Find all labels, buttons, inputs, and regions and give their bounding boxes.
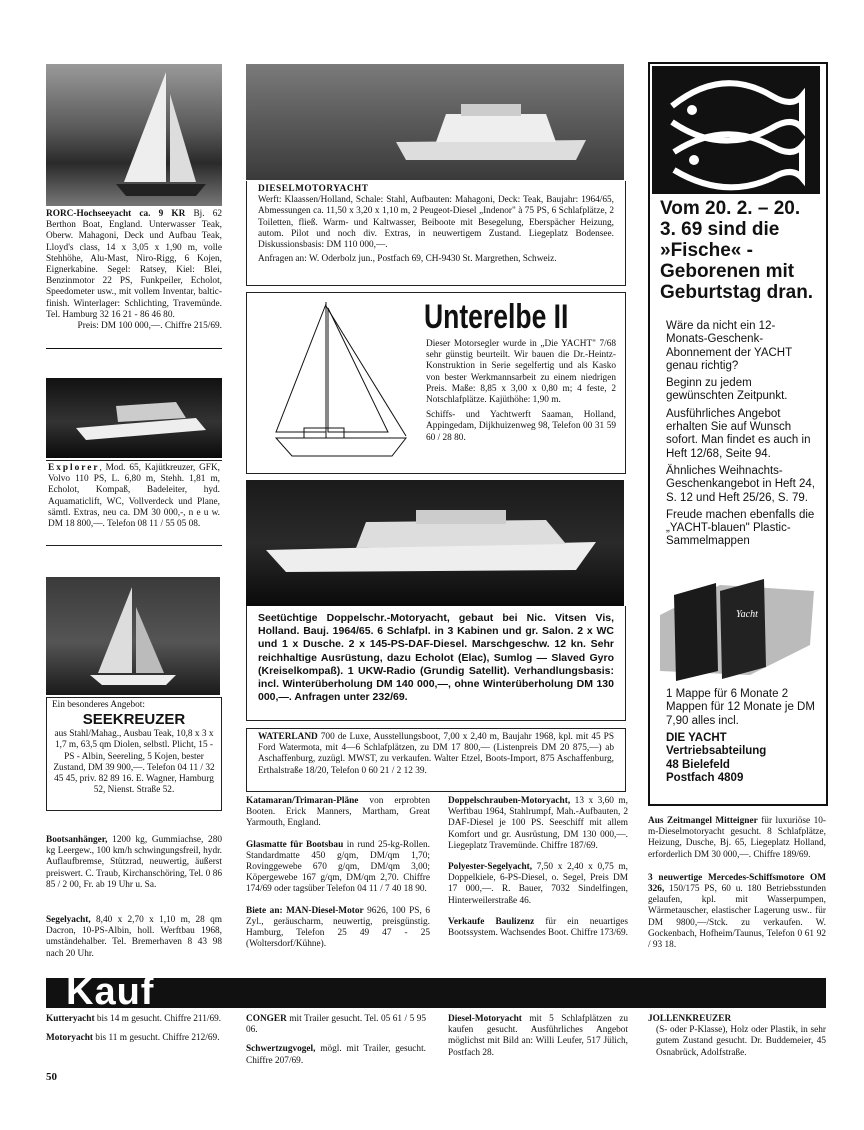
classified-ad [46,1033,222,1044]
ad-explorer [48,463,220,530]
classified-ad [648,816,826,861]
ad-body: 7,50 x 2,40 x 0,75 m, Doppelkiele, 6-PS-Diesel, o. Segel, Preis DM 17 000,—. R. Bauer, 7032 Sindelfingen, Hinterweilerstraße 46. [448,862,628,906]
address-line: Vertriebsabteilung [666,745,767,758]
yacht-p5: Freude machen ebenfalls die „YACHT-blauen" Plastic-Sammelmappen [666,508,815,548]
ad-body: 1200 kg, Gummiachse, 280 kg Leergew., 100 km/h schwingungsfreil, hydr. Auflaufbremse, Stützrad, neuwertig, äußerst preiswert. C. Traub, Kirchanschöring, Tel. 0 86 85 / 2 00, Fr. ab 19 Uhr u. Sa. [46,835,222,890]
address-line: DIE YACHT [666,732,727,744]
kauf-label: Kauf [66,971,155,1013]
binder-illustration [660,575,814,683]
ad-contact: Anfragen an: W. Oderbolz jun., Postfach 69, CH-9430 St. Margrethen, Schweiz. [258,254,557,265]
ad-title: Verkaufe Baulizenz [448,916,535,927]
ad-body: mit 5 Schlafplätzen zu kaufen gesucht. Ausführliches Angebot möglichst mit Bild an: Willi Leufer, 517 Jülich, Postfach 28. [448,1014,628,1058]
ad-body: , Mod. 65, Kajütkreuzer, GFK, Volvo 110 PS, L. 6,80 m, Stehh. 1,81 m, Echolot, Kompaß, Badeleiter, hyd. Aquamaticlift, WC, Vollverdeck und Plane, sämtl. Extras, neu ca. DM 30 000,-, n e u w. DM 18 800,—. Telefon 08 11 / 55 05 08. [48,463,220,530]
ad-unterelbe [426,339,616,444]
page-number: 50 [46,1071,57,1083]
ad-body: Werft: Klaassen/Holland, Schale: Stahl, Aufbauten: Mahagoni, Deck: Teak, Baujahr: 1964/65, Abmessungen ca. 11,50 x 3,20 x 1,10 m, 2 Peugeot-Diesel „Indenor" à 75 PS, 6 Schlafplätze, 2 Toiletten, fließ. Warm- und Kaltwasser, Beiboote mit Besegelung, Eberspächer Heizung, autom. Pilot und noch div. Extras, in neuwertigem Zustand. Liegeplatz Bodensee. Diskussionsbasis: DM 110 000,—. [258,195,614,251]
ad-body: in rund 25-kg-Rollen. Standardmatte 450 g/qm, DM/qm 1,70; Rovinggewebe 670 g/qm, DM/qm 3,00; Köpergewebe 167 g/qm, DM/qm 2,70. Chiffre 174/69 oder tagsüber Telefon 04 11 / 7 40 18 90. [246,839,430,895]
photo-seetuechtig [246,480,624,606]
yacht-address [666,732,816,785]
ad-dieselmotoryacht [258,184,614,265]
ad-body: 700 de Luxe, Ausstellungsboot, 7,00 x 2,40 m, Baujahr 1968, kpl. mit 45 PS Ford Watermota, mit 4—6 Schlafplätzen, zu DM 17 800,— (Listenpreis DM 20 875,—) ab Aschaffenburg, zuzügl. MWST, zu verkaufen. Walter Etzel, Boots-Import, 875 Aschaffenburg, Erthalstraße 18/20, Telefon 0 60 21 / 2 12 39. [258,732,614,776]
ad-title: RORC-Hochseeyacht ca. 9 KR [46,209,186,219]
classified-ad [246,906,430,951]
ad-title: Diesel-Motoryacht [448,1014,522,1024]
ad-body: Dieser Motorsegler wurde in „Die YACHT" 7/68 sehr günstig beurteilt. Wir bauen die Dr.-Heintz-Konstruktion in Serie segelfertig und als Kasko von bester Werkmannsarbeit zu einem niedrigen Preis. Maße: 8,85 x 3,00 x 0,80 m; 4 feste, 2 Notschlafplätze. Kajüthöhe: 1,90 m. [426,339,616,406]
ad-title: Aus Zeitmangel Mitteigner [648,816,758,826]
ad-seekreuzer [52,700,216,796]
ad-title: Biete an: MAN-Diesel-Motor [246,905,364,916]
classified-ad [246,1014,426,1036]
sailboat-illustration [46,577,220,695]
divider [46,348,222,349]
photo-explorer [46,378,222,458]
ad-title: CONGER [246,1014,287,1024]
classified-ad [246,796,430,830]
ad-title: Schwertzugvogel, [246,1044,316,1055]
lower-col3 [448,796,628,939]
motorsailer-drawing [256,298,416,466]
ad-title: JOLLENKREUZER [648,1014,732,1024]
unterelbe-title: Unterelbe II [424,298,569,336]
ad-title: Polyester-Segelyacht, [448,862,533,873]
binder-logo: Yacht [736,609,758,620]
photo-seekreuzer [46,577,220,695]
classified-ad [246,1044,426,1066]
classified-ad [648,873,826,951]
address-line: 48 Bielefeld [666,758,730,771]
classified-ad [448,917,628,939]
ad-title: Kutteryacht [46,1014,95,1024]
classified-ad [46,1014,222,1025]
kauf-col3 [448,1014,628,1059]
yacht-text [666,320,816,549]
ad-body: 9626, 100 PS, 6 Zyl., geräuscharm, neuwertig, preisgünstig. Hamburg, Telefon 25 49 47 - 25 (Woltersdorf/Kühne). [246,905,430,950]
yacht-p3: Ausführliches Angebot erhalten Sie auf Wunsch sofort. Man findet es auch in Heft 12/68, Seite 94. [666,407,811,460]
yacht-p4: Ähnliches Weihnachts-Geschenkangebot in Heft 24, S. 12 und Heft 25/26, S. 79. [666,464,815,504]
yacht-headline: Vom 20. 2. – 20. 3. 69 sind die »Fische« -Geborenen mit Geburtstag dran. [660,198,814,303]
ad-title: DIESELMOTORYACHT [258,184,369,194]
ad-waterland [258,732,614,777]
motoryacht-illustration [246,64,624,180]
ad-seetuechtig: Seetüchtige Doppelschr.-Motoryacht, gebaut bei Nic. Vitsen Vis, Holland. Bauj. 1964/65. 6 Schlafpl. in 3 Kabinen und gr. Salon. 2 x WC und 1 x Dusche. 2 x 145-PS-DAF-Diesel. Marschgeschw. 12 kn. Sehr reichhaltige Ausrüstung, dazu Echolot (Elac), Sumlog — Slaved Gyro (Kreiselkompaß). 1 UKW-Radio (Grundig Satellit). Verhandlungsbasis: incl. Winterüberholung DM 140 000,—, ohne Winterüberholung DM 130 000,—. Anfragen unter 232/69. [258,612,614,704]
yacht-p2: Beginn zu jedem gewünschten Zeitpunkt. [666,377,788,403]
ad-body: mit Trailer gesucht. Tel. 05 61 / 5 95 06. [246,1014,426,1036]
ad-title: SEEKREUZER [82,711,186,729]
fish-graphic [652,66,820,194]
sailboat-illustration [46,64,222,206]
ad-body: Bj. 62 Berthon Boat, England. Unterwasser Teak, Oberw. Mahagoni, Deck und Aufbau Teak, Lloyd's class, 14 x 3,05 x 1,90 m, volle Stehhöhe, Alu-Mast, Niro-Rigg, 6 Kojen, Eignerkabine. Segel: Ratsey, Kiel: Blei, Benzinmotor 22 PS, Funkpeiler, Echolot, Speedometer usw., mit vollem Inventar, baltic-finish. Winterlager: Schlichting, Travemünde. Tel. Hamburg 32 16 21 - 86 46 80. [46,209,222,320]
ad-body: 150/175 PS, 60 u. 180 Betriebsstunden gelaufen, kpl. mit Wasserpumpen, Wärmetauscher, elastischer Lagerung usw.. für DM 9800,—/Stck. zu verkaufen. W. Gockenbach, Hofheim/Taunus, Telefon 0 61 92 / 93 18. [648,884,826,951]
ad-title: Doppelschrauben-Motoryacht, [448,796,571,806]
ad-body: von erprobten Booten. Erick Manners, Martham, Great Yarmouth, England. [246,796,430,829]
ad-intro: Ein besonderes Angebot: [52,700,145,710]
classified-ad [246,840,430,896]
fish-icon [652,66,820,194]
motorboat-illustration [46,378,222,458]
kauf-col4 [648,1014,826,1059]
ad-title: Katamaran/Trimaran-Pläne [246,796,359,806]
motoryacht-illustration [246,480,624,606]
kauf-banner [46,978,826,1008]
ad-body: 13 x 3,60 m, Werftbau 1964, Stahlrumpf, Mah.-Aufbauten, 2 DAF-Diesel je 100 PS. Seeschiff mit allem Komfort und gr. Ausrüstung, DM 130 000,—. Liegeplatz Travemünde. Chiffre 187/69. [448,796,628,851]
yacht-p6: 1 Mappe für 6 Monate 2 Mappen für 12 Monate je DM 7,90 alles incl. [666,688,815,727]
kauf-col1 [46,1014,222,1044]
kauf-col2 [246,1014,426,1067]
ad-contact: Schiffs- und Yachtwerft Saaman, Holland, Appingedam, Dijkhuizenweg 98, Telefon 00 31 59 60 / 28 80. [426,410,616,443]
ad-body: 8,40 x 2,70 x 1,10 m, 28 qm Dacron, 10-PS-Albin, holl. Werftbau 1968, umständehalber. Tel. Bremerhaven 8 43 98 nach 20 Uhr. [46,915,222,959]
ad-title: 3 neuwertige Mercedes-Schiffsmotore OM 326, [648,872,826,895]
ad-body: mögl. mit Trailer, gesucht. Chiffre 207/69. [246,1044,426,1066]
ad-title: WATERLAND [258,732,318,742]
address-line: Postfach 4809 [666,771,744,784]
photo-rorc-yacht [46,64,222,206]
classified-ad [448,796,628,852]
lower-col4 [648,816,826,951]
yacht-p1: Wäre da nicht ein 12-Monats-Geschenk-Abonnement der YACHT genau richtig? [666,320,792,372]
photo-dieselmotoryacht [246,64,624,180]
ad-price: Preis: DM 100 000,—. Chiffre 215/69. [77,321,222,332]
lower-col2 [246,796,430,950]
ad-body: (S- oder P-Klasse), Holz oder Plastik, in sehr gutem Zustand gesucht. Dr. Buddemeier, 45 Osnabrück, Adolfstraße. [656,1025,826,1058]
ad-title: Motoryacht [46,1033,93,1044]
ad-title: Bootsanhänger, [46,835,108,845]
binder-image [660,575,814,683]
ad-title: Glasmatte für Bootsbau [246,839,344,850]
ad-segelyacht [46,915,222,960]
ad-body: aus Stahl/Mahag., Ausbau Teak, 10,8 x 3 x 1,7 m, 63,5 qm Diolen, selbstl. Plicht, 15 - PS - Albin, Seereling, 5 Kojen, bester Zustand, DM 39 900,—. Telefon 04 11 / 32 45 45, priv. 82 89 16. E. Wagner, Hamburg 52, Nienst. Straße 52. [53,729,215,796]
ad-rorc [46,209,222,332]
ad-title: Explorer [48,463,100,473]
classified-ad [448,862,628,907]
ad-body: bis 14 m gesucht. Chiffre 211/69. [94,1014,222,1024]
ad-body: bis 11 m gesucht. Chiffre 212/69. [92,1033,220,1044]
ad-body: für luxuriöse 10-m-Dieselmotoryacht gesucht. 8 Schlafplätze, Heizung, Dusche, Bj. 65, Liegeplatz Holland, erforderlich DM 30 000,—. Chiffre 189/69. [648,816,826,860]
unterelbe-drawing [256,298,416,466]
ad-bootsanhaenger [46,835,222,891]
ad-body: für ein neuartiges Bootssystem. Wachsendes Boot. Chiffre 173/69. [448,916,628,939]
ad-title: Segelyacht, [46,915,91,925]
